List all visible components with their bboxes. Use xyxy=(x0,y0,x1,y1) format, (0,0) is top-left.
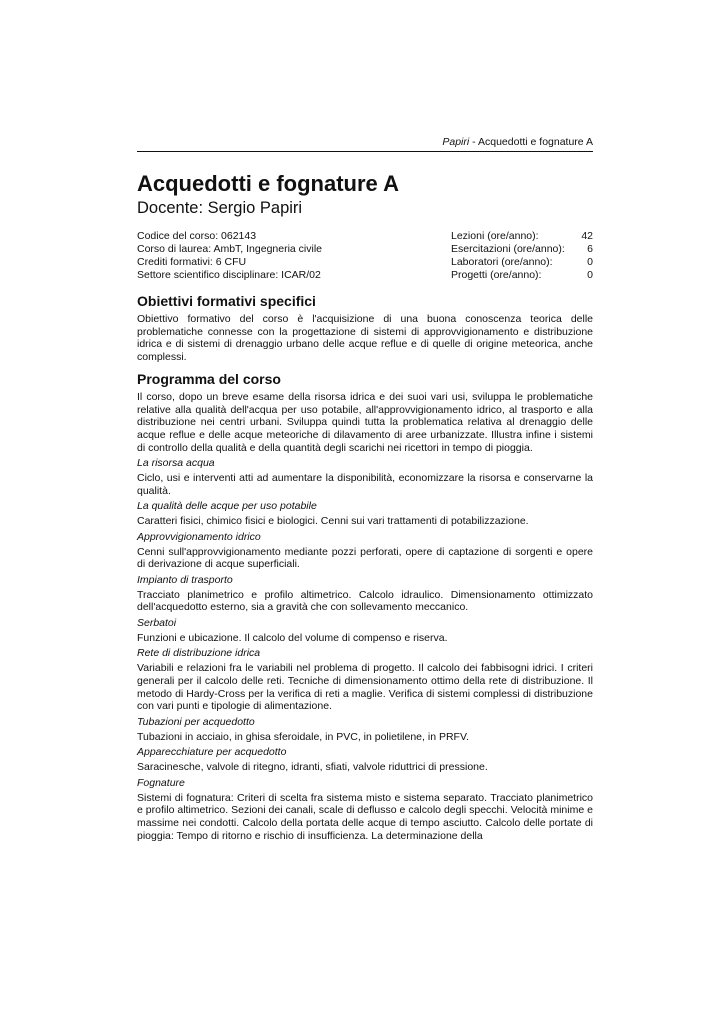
hours-row xyxy=(451,256,593,269)
section-title: Apparecchiature per acquedotto xyxy=(137,746,287,759)
course-info-left xyxy=(137,230,437,282)
section-title: Approvvigionamento idrico xyxy=(137,530,261,543)
hours-value: 0 xyxy=(587,256,593,268)
hours-label: Esercitazioni (ore/anno): xyxy=(451,243,565,255)
course-code: Codice del corso: 062143 xyxy=(137,230,257,242)
header-rule xyxy=(137,151,593,152)
objectives-text: Obiettivo formativo del corso è l'acquisizione di una buona conoscenza teorica delle problematiche connesse con la progettazione di sistemi di approvvigionamento e distribuzione idrica e di sistemi di drenaggio urbano delle acque reflue e di quelle di origine meteorica, anche complessi. xyxy=(137,313,593,364)
section-text: Saracinesche, valvole di ritegno, idranti, sfiati, valvole riduttrici di pressione. xyxy=(137,761,488,774)
course-teacher: Docente: Sergio Papiri xyxy=(137,199,303,217)
hours-row xyxy=(451,230,593,243)
hours-label: Laboratori (ore/anno): xyxy=(451,256,553,268)
running-header xyxy=(137,136,593,149)
section-title: Fognature xyxy=(137,776,185,789)
course-info xyxy=(137,230,593,282)
running-header-course: - Acquedotti e fognature A xyxy=(469,136,593,148)
section-text: Cenni sull'approvvigionamento mediante pozzi perforati, opere di captazione di sorgenti e opere di derivazione di acque superficiali. xyxy=(137,545,593,571)
running-header-author: Papiri xyxy=(442,136,470,148)
program-intro: Il corso, dopo un breve esame della risorsa idrica e dei suoi vari usi, sviluppa le problematiche relative alla qualità dell'acqua per uso potabile, all'approvvigionamento idrico, al trasporto e alla distribuzione nei centri urbani. Sviluppa quindi tutta la problematica relativa al drenaggio delle acque reflue e delle acque meteoriche di dilavamento di aree urbanizzate. Illustra infine i sistemi di controllo della qualità e della quantità degli scarichi nei ricettori in tempo di pioggia. xyxy=(137,390,593,454)
section-text: Funzioni e ubicazione. Il calcolo del volume di compenso e riserva. xyxy=(137,631,448,644)
hours-value: 42 xyxy=(581,230,593,242)
credits: Crediti formativi: 6 CFU xyxy=(137,256,247,268)
scientific-sector: Settore scientifico disciplinare: ICAR/02 xyxy=(137,269,321,281)
section-text: Tubazioni in acciaio, in ghisa sferoidale, in PVC, in polietilene, in PRFV. xyxy=(137,730,469,743)
course-title: Acquedotti e fognature A xyxy=(137,171,399,196)
section-text: Tracciato planimetrico e profilo altimetrico. Calcolo idraulico. Dimensionamento ottimizzato dell'acquedotto esterno, sia a gravità che con sollevamento meccanico. xyxy=(137,588,593,614)
objectives-heading: Obiettivi formativi specifici xyxy=(137,293,316,309)
course-hours xyxy=(451,230,593,282)
degree-program: Corso di laurea: AmbT, Ingegneria civile xyxy=(137,243,323,255)
section-text: Ciclo, usi e interventi atti ad aumentare la disponibilità, economizzare la risorsa e conservarne la qualità. xyxy=(137,472,593,497)
section-title: La risorsa acqua xyxy=(137,457,215,470)
section-title: Tubazioni per acquedotto xyxy=(137,715,255,728)
hours-label: Lezioni (ore/anno): xyxy=(451,230,539,242)
hours-label: Progetti (ore/anno): xyxy=(451,269,542,281)
section-title: La qualità delle acque per uso potabile xyxy=(137,500,317,513)
hours-value: 6 xyxy=(587,243,593,255)
section-text: Variabili e relazioni fra le variabili nel problema di progetto. Il calcolo dei fabbisogni idrici. I criteri generali per il calcolo delle reti. Tecniche di dimensionamento ottimo della rete di distribuzione. Il metodo di Hardy-Cross per la verifica di reti a maglie. Verifica di sistemi complessi di distribuzione con vari punti e tipologie di alimentazione. xyxy=(137,662,593,713)
hours-row xyxy=(451,269,593,282)
hours-row xyxy=(451,243,593,256)
section-title: Serbatoi xyxy=(137,617,177,630)
section-title: Rete di distribuzione idrica xyxy=(137,647,261,660)
document-body xyxy=(137,170,593,845)
hours-value: 0 xyxy=(587,269,593,281)
section-title: Impianto di trasporto xyxy=(137,573,233,586)
section-text: Sistemi di fognatura: Criteri di scelta fra sistema misto e sistema separato. Tracciato planimetrico e profilo altimetrico. Sezioni dei canali, scale di deflusso e calcolo degli specchi. Velocità minime e massime nei condotti. Calcolo della portata delle acque di tempo asciutto. Calcolo delle portate di pioggia: Tempo di ritorno e rischio di insufficienza. La determinazione della xyxy=(137,791,593,842)
program-heading: Programma del corso xyxy=(137,370,281,387)
section-text: Caratteri fisici, chimico fisici e biologici. Cenni sui vari trattamenti di potabilizzazione. xyxy=(137,515,529,528)
